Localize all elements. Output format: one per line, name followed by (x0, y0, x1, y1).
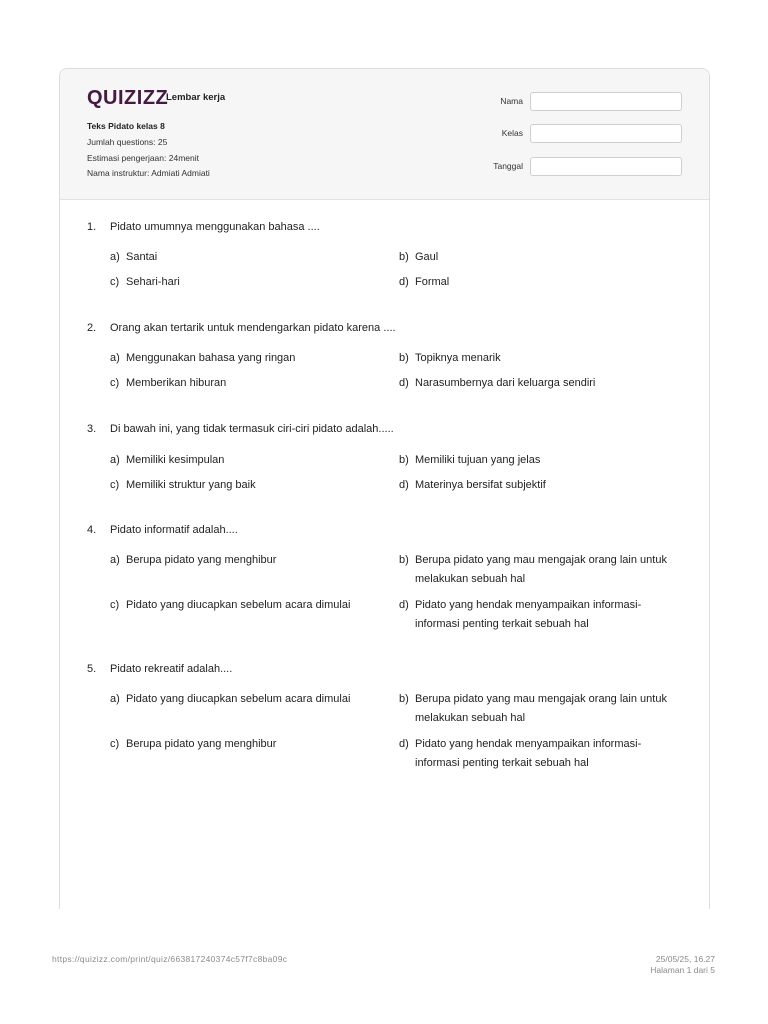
page-footer-info (650, 954, 715, 976)
quiz-title: Teks Pidato kelas 8 (87, 121, 165, 131)
option-letter: a) (110, 554, 120, 566)
option-letter: b) (399, 554, 409, 566)
worksheet-page (59, 68, 710, 909)
question-text: Pidato umumnya menggunakan bahasa .... (110, 221, 320, 233)
option-text: Berupa pidato yang mau mengajak orang lain untuk melakukan sebuah hal (415, 554, 667, 585)
option-text: Berupa pidato yang menghibur (126, 738, 277, 750)
name-field[interactable] (530, 92, 682, 111)
option-letter: d) (399, 377, 409, 389)
question-number: 1. (87, 221, 97, 233)
option-letter: a) (110, 454, 120, 466)
option-text: Materinya bersifat subjektif (415, 479, 546, 491)
question-count: Jumlah questions: 25 (87, 137, 168, 147)
option-text: Gaul (415, 251, 439, 263)
page-number: Halaman 1 dari 5 (650, 965, 715, 975)
option-text: Berupa pidato yang mau mengajak orang lain untuk melakukan sebuah hal (415, 693, 667, 724)
worksheet-label: Lembar kerja (166, 92, 226, 103)
option-text: Narasumbernya dari keluarga sendiri (415, 377, 596, 389)
option-letter: d) (399, 738, 409, 750)
option-letter: c) (110, 377, 120, 389)
date-field[interactable] (530, 157, 682, 176)
estimated-time: Estimasi pengerjaan: 24menit (87, 153, 199, 163)
class-field[interactable] (530, 124, 682, 143)
question-text: Di bawah ini, yang tidak termasuk ciri-ciri pidato adalah..... (110, 423, 394, 435)
option-text: Memiliki tujuan yang jelas (415, 454, 541, 466)
option-letter: c) (110, 738, 120, 750)
quizizz-logo: QUIZIZZ (87, 87, 169, 109)
option-text: Formal (415, 276, 450, 288)
class-label: Kelas (501, 128, 523, 138)
option-letter: d) (399, 276, 409, 288)
option-text: Santai (126, 251, 158, 263)
option-text: Memiliki struktur yang baik (126, 479, 256, 491)
question-number: 3. (87, 423, 97, 435)
option-text: Sehari-hari (126, 276, 180, 288)
question-text: Orang akan tertarik untuk mendengarkan pidato karena .... (110, 322, 396, 334)
option-text: Memberikan hiburan (126, 377, 227, 389)
print-datetime: 25/05/25, 16.27 (655, 954, 715, 964)
option-letter: b) (399, 693, 409, 705)
question-text: Pidato rekreatif adalah.... (110, 663, 233, 675)
question-text: Pidato informatif adalah.... (110, 524, 238, 536)
option-text: Pidato yang diucapkan sebelum acara dimulai (126, 693, 351, 705)
option-text: Pidato yang hendak menyampaikan informasi-informasi penting terkait sebuah hal (415, 599, 642, 630)
question-number: 5. (87, 663, 97, 675)
option-letter: b) (399, 352, 409, 364)
option-text: Topiknya menarik (415, 352, 501, 364)
option-letter: a) (110, 693, 120, 705)
option-letter: d) (399, 479, 409, 491)
option-letter: d) (399, 599, 409, 611)
worksheet-header (60, 69, 709, 200)
option-text: Menggunakan bahasa yang ringan (126, 352, 296, 364)
option-letter: c) (110, 479, 120, 491)
option-text: Pidato yang hendak menyampaikan informasi-informasi penting terkait sebuah hal (415, 738, 642, 769)
question-number: 4. (87, 524, 97, 536)
date-label: Tanggal (493, 161, 523, 171)
page-url: https://quizizz.com/print/quiz/663817240374c57f7c8ba09c (52, 954, 288, 964)
option-text: Memiliki kesimpulan (126, 454, 225, 466)
question-number: 2. (87, 322, 97, 334)
name-label: Nama (500, 96, 523, 106)
option-text: Pidato yang diucapkan sebelum acara dimulai (126, 599, 351, 611)
option-letter: a) (110, 251, 120, 263)
option-letter: b) (399, 454, 409, 466)
option-letter: b) (399, 251, 409, 263)
option-letter: c) (110, 599, 120, 611)
option-text: Berupa pidato yang menghibur (126, 554, 277, 566)
option-letter: c) (110, 276, 120, 288)
option-letter: a) (110, 352, 120, 364)
instructor-name: Nama instruktur: Admiati Admiati (87, 168, 210, 178)
